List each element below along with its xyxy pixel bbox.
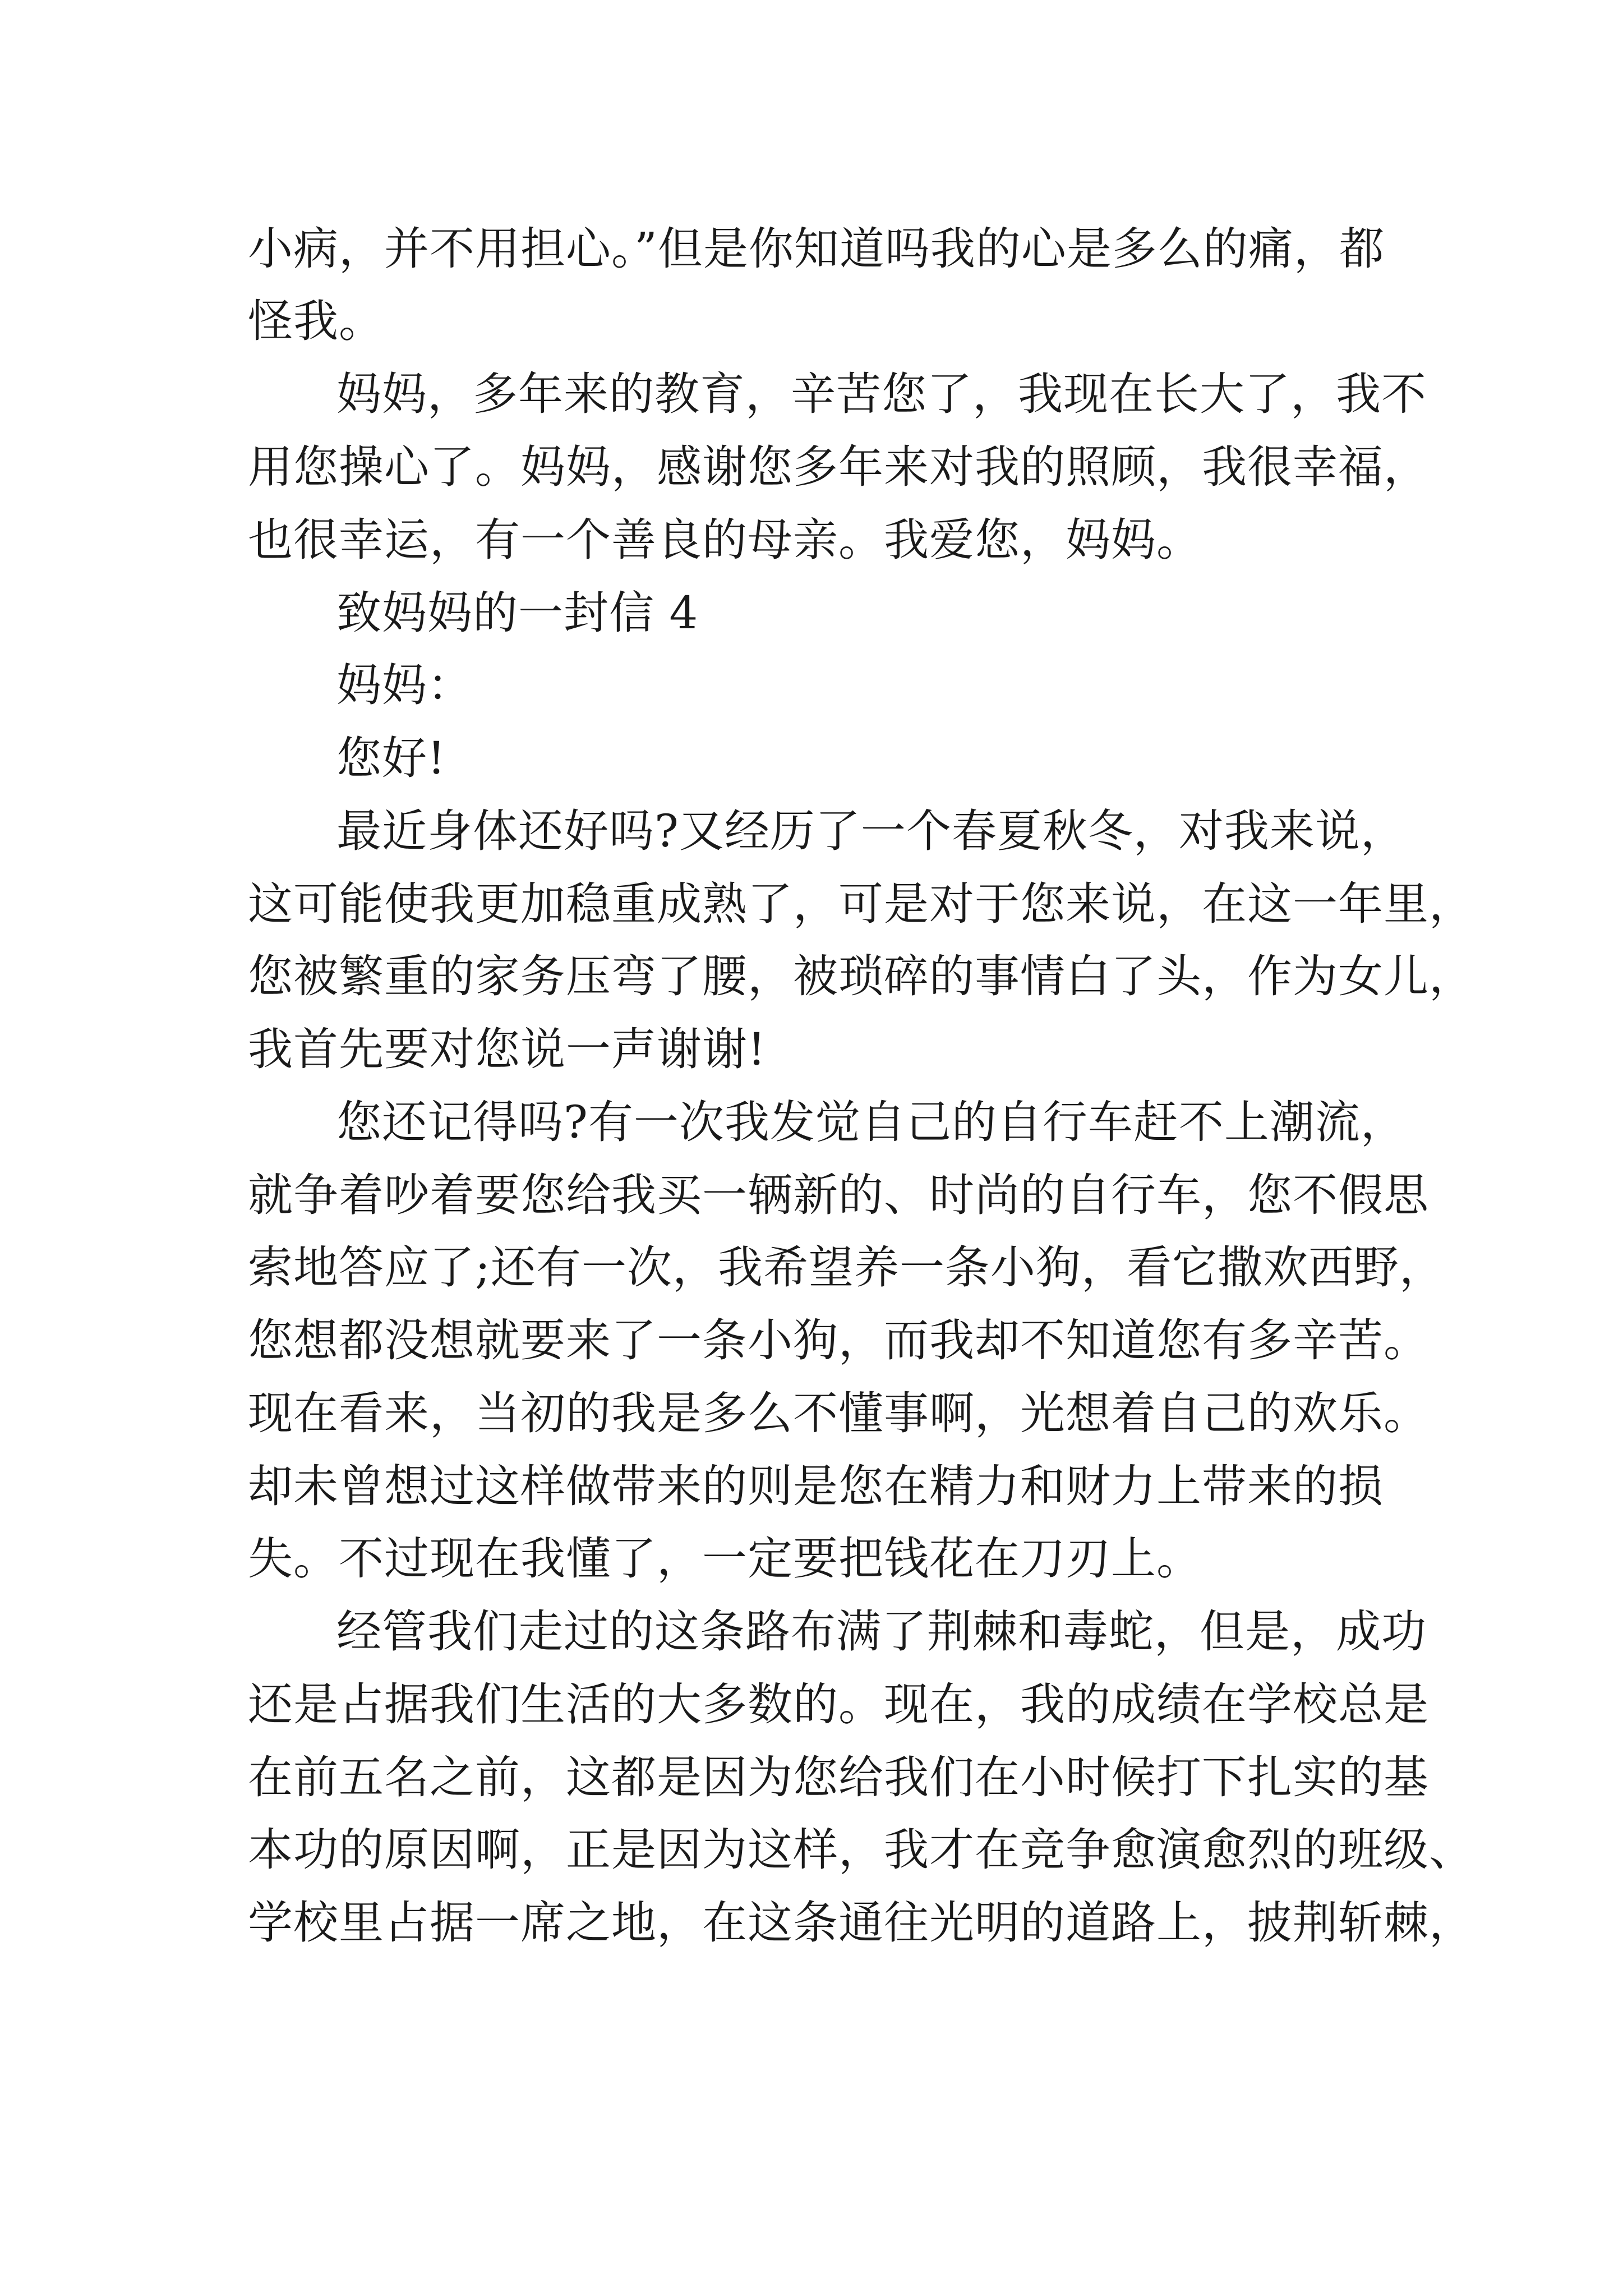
text-line: 妈妈，多年来的教育，辛苦您了，我现在长大了，我不 <box>336 368 1427 420</box>
text-line: 就争着吵着要您给我买一辆新的、时尚的自行车，您不假思 <box>248 1169 1429 1221</box>
text-line: 经管我们走过的这条路布满了荆棘和毒蛇，但是，成功 <box>336 1605 1427 1658</box>
text-line: 怪我。 <box>248 295 384 347</box>
text-line: 却未曾想过这样做带来的则是您在精力和财力上带来的损 <box>248 1460 1384 1512</box>
text-line: 您想都没想就要来了一条小狗，而我却不知道您有多辛苦。 <box>248 1314 1429 1366</box>
text-line: 您还记得吗?有一次我发觉自己的自行车赶不上潮流， <box>336 1096 1406 1148</box>
section-title: 致妈妈的一封信 4 <box>336 587 699 639</box>
text-line: 这可能使我更加稳重成熟了，可是对于您来说，在这一年里， <box>248 878 1474 930</box>
text-line: 学校里占据一席之地，在这条通往光明的道路上，披荆斩棘， <box>248 1897 1474 1949</box>
greeting: 您好! <box>336 732 446 784</box>
text-line: 本功的原因啊，正是因为这样，我才在竞争愈演愈烈的班级、 <box>248 1824 1474 1876</box>
text-line: 我首先要对您说一声谢谢! <box>248 1023 767 1075</box>
text-line: 失。不过现在我懂了，一定要把钱花在刀刃上。 <box>248 1533 1202 1585</box>
text-line: 还是占据我们生活的大多数的。现在，我的成绩在学校总是 <box>248 1678 1429 1731</box>
text-line: 索地答应了;还有一次，我希望养一条小狗，看它撒欢西野， <box>248 1241 1445 1294</box>
text-line: 也很幸运，有一个善良的母亲。我爱您，妈妈。 <box>248 514 1202 566</box>
text-line: 用您操心了。妈妈，感谢您多年来对我的照顾，我很幸福， <box>248 441 1429 493</box>
text-line: 最近身体还好吗?又经历了一个春夏秋冬，对我来说， <box>336 805 1406 857</box>
text-line: 您被繁重的家务压弯了腰，被琐碎的事情白了头，作为女儿， <box>248 950 1474 1002</box>
text-line: 小病，并不用担心。”但是你知道吗我的心是多么的痛，都 <box>248 223 1385 275</box>
salutation: 妈妈： <box>336 659 473 711</box>
text-line: 在前五名之前，这都是因为您给我们在小时候打下扎实的基 <box>248 1751 1429 1803</box>
text-line: 现在看来，当初的我是多么不懂事啊，光想着自己的欢乐。 <box>248 1387 1429 1439</box>
